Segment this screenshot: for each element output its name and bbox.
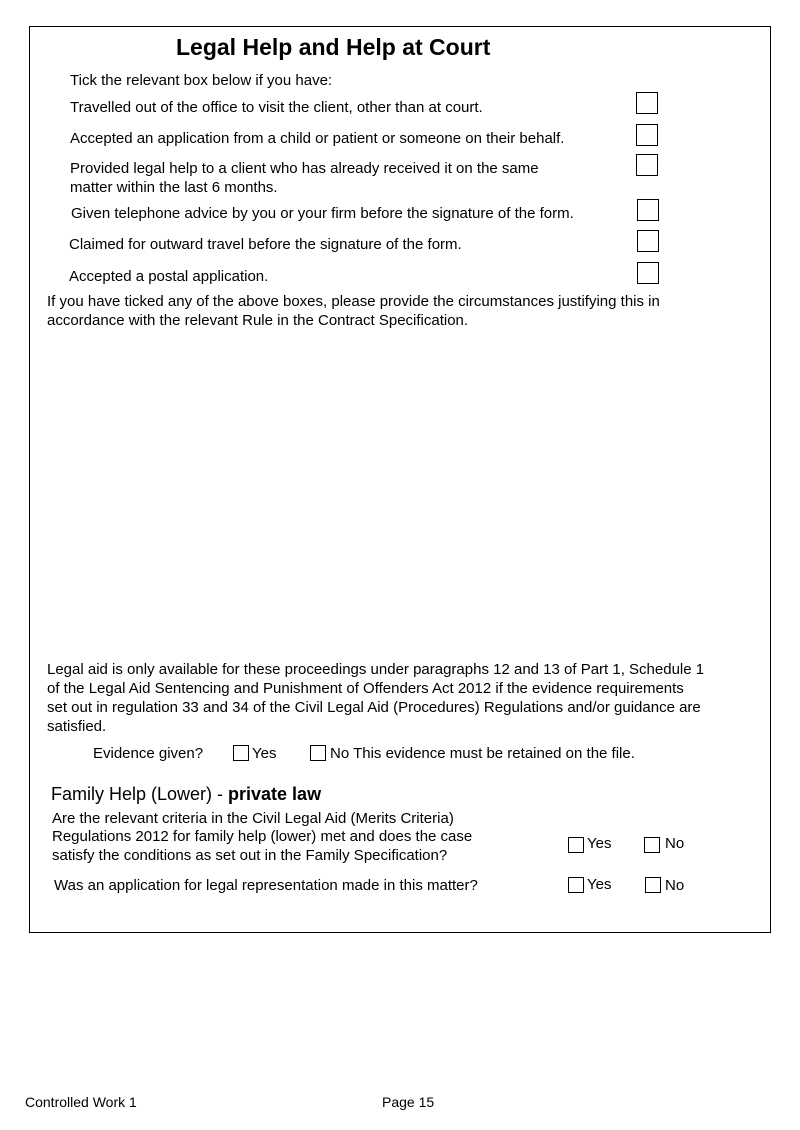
family-question-1-line-1: Are the relevant criteria in the Civil Legal Aid (Merits Criteria) (52, 810, 454, 827)
item-telephone-checkbox[interactable] (637, 199, 659, 221)
item-travel-checkbox[interactable] (636, 92, 658, 114)
family-question-1-line-3: satisfy the conditions as set out in the Family Specification? (52, 847, 448, 864)
item-postal-label: Accepted a postal application. (69, 268, 269, 285)
justification-text-1: If you have ticked any of the above boxes, please provide the circumstances justifying this in (47, 293, 660, 310)
section-title: Legal Help and Help at Court (176, 34, 491, 60)
evidence-yes-label: Yes (252, 745, 277, 762)
family-question-2: Was an application for legal representation made in this matter? (54, 877, 478, 894)
family-q1-yes-label: Yes (587, 835, 612, 852)
family-q2-yes-checkbox[interactable] (568, 877, 584, 893)
family-q1-yes-checkbox[interactable] (568, 837, 584, 853)
item-child-label: Accepted an application from a child or patient or someone on their behalf. (70, 130, 565, 147)
family-q2-yes-label: Yes (587, 876, 612, 893)
evidence-no-label: No This evidence must be retained on the file. (330, 745, 635, 762)
evidence-label: Evidence given? (93, 745, 204, 762)
item-repeat-label-2: matter within the last 6 months. (70, 179, 278, 196)
item-outward-travel-label: Claimed for outward travel before the signature of the form. (69, 236, 462, 253)
item-travel-label: Travelled out of the office to visit the client, other than at court. (70, 99, 483, 116)
justification-text-2: accordance with the relevant Rule in the Contract Specification. (47, 312, 469, 329)
item-child-checkbox[interactable] (636, 124, 658, 146)
footer-form-name: Controlled Work 1 (25, 1094, 137, 1110)
family-help-heading (51, 784, 321, 805)
family-q2-no-label: No (665, 877, 685, 894)
legal-aid-text-3: set out in regulation 33 and 34 of the Civil Legal Aid (Procedures) Regulations and/or guidance are (47, 699, 701, 716)
evidence-yes-checkbox[interactable] (233, 745, 249, 761)
justification-answer-area[interactable] (47, 338, 753, 656)
instruction-text: Tick the relevant box below if you have: (70, 72, 333, 89)
legal-aid-text-2: of the Legal Aid Sentencing and Punishment of Offenders Act 2012 if the evidence requirements (47, 680, 684, 697)
item-repeat-checkbox[interactable] (636, 154, 658, 176)
legal-aid-text-4: satisfied. (47, 718, 107, 735)
evidence-no-checkbox[interactable] (310, 745, 326, 761)
family-help-heading-bold: private law (228, 784, 322, 804)
item-telephone-label: Given telephone advice by you or your firm before the signature of the form. (71, 205, 574, 222)
family-question-1-line-2: Regulations 2012 for family help (lower) met and does the case (52, 828, 473, 845)
item-postal-checkbox[interactable] (637, 262, 659, 284)
family-help-heading-plain: Family Help (Lower) - (51, 784, 229, 804)
item-outward-travel-checkbox[interactable] (637, 230, 659, 252)
family-q2-no-checkbox[interactable] (645, 877, 661, 893)
legal-aid-text-1: Legal aid is only available for these proceedings under paragraphs 12 and 13 of Part 1, Schedule 1 (47, 661, 705, 678)
family-q1-no-label: No (665, 835, 685, 852)
family-q1-no-checkbox[interactable] (644, 837, 660, 853)
footer-page-number: Page 15 (382, 1094, 435, 1110)
item-repeat-label-1: Provided legal help to a client who has already received it on the same (70, 160, 539, 177)
